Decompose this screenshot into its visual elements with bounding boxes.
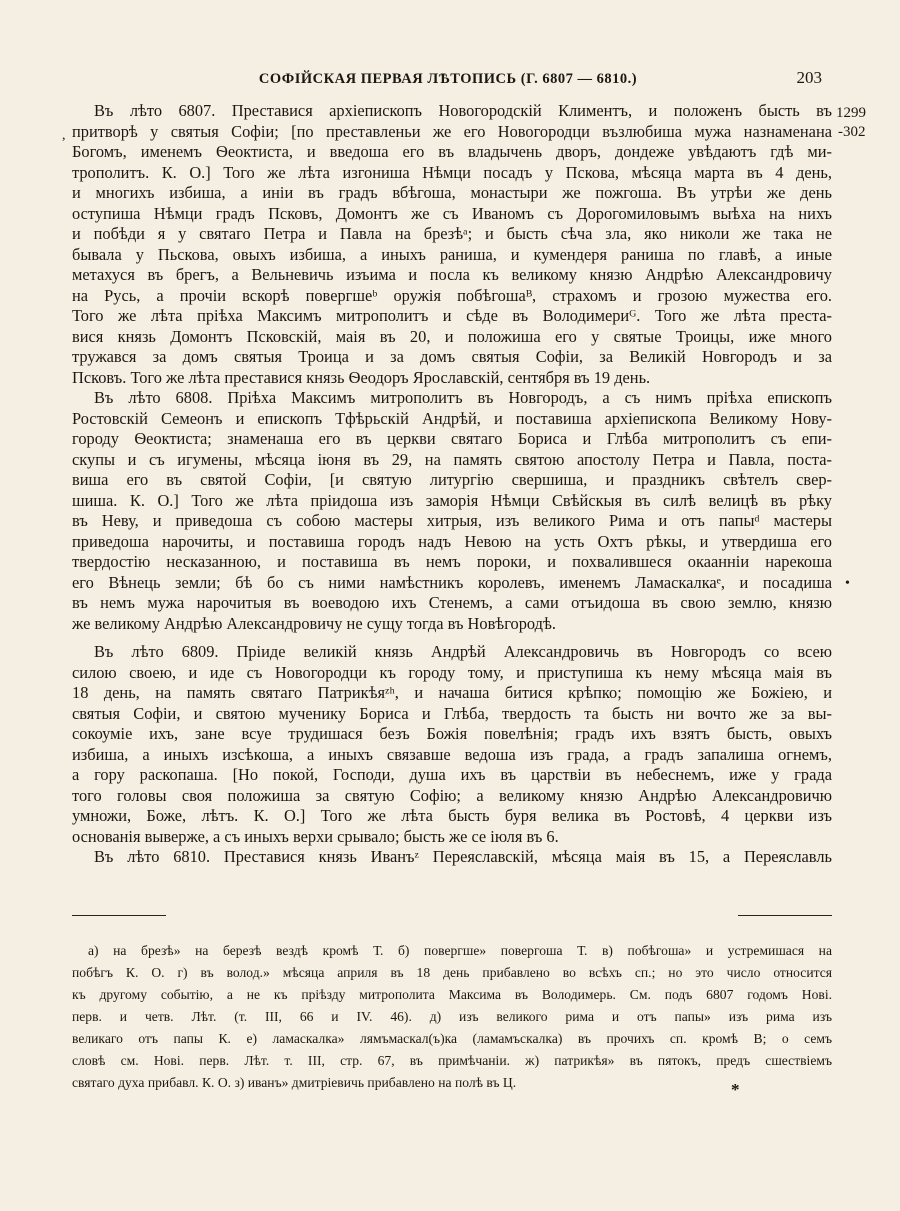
margin-year-top: 1299 xyxy=(836,105,866,121)
footnote-line: великаго отъ папы К. е) ламаскалка» лямъмаскал(ъ)ка (ламамъскалка) въ прочихъ сп. кромѣ В; о семъ xyxy=(72,1031,832,1046)
main-text xyxy=(72,101,832,868)
text-line: трополитъ. К. О.] Того же лѣта изгониша Нѣмци посадъ у Пскова, мѣсяца марта въ 4 день, xyxy=(72,162,832,182)
running-head: СОФІЙСКАЯ ПЕРВАЯ ЛѢТОПИСЬ (Г. 6807 — 6810.) xyxy=(258,71,638,87)
text-line: основанія выверже, а съ иныхъ верхи срывало; бысть же се іюля въ 6. xyxy=(72,826,559,846)
asterisk-mark: * xyxy=(731,1080,740,1099)
text-line: и побѣди я у святаго Петра и Павла на брезѣᵃ; и бысть сѣча зла, яко николи же така не xyxy=(72,224,832,243)
footnote-line: святаго духа прибавл. К. О. з) иванъ» дмитріевичь прибавлено на полѣ въ Ц. xyxy=(72,1075,517,1090)
text-line: а гору раскопаша. [Но покой, Господи, душа ихъ въ царствіи въ небеснемъ, иже у града xyxy=(72,765,832,784)
text-line: метахуся въ брегъ, а Вельневичь изъима и посла къ великому князю Андрѣю Александровичу xyxy=(72,265,832,284)
footnote-rule-left xyxy=(72,915,166,916)
text-line: шиша. К. О.] Того же лѣта пріидоша изъ заморія Нѣмци Свѣйскыя въ силѣ велицѣ въ рѣку xyxy=(72,490,832,510)
footnote-line: перв. и четв. Лѣт. (т. III, 66 и IV. 46). д) изъ великого рима и отъ папы» изъ рима изъ xyxy=(72,1009,832,1024)
text-line: умножи, Боже, лѣтъ. К. О.] Того же лѣта бысть буря велика въ Ростовѣ, 4 церкви изъ xyxy=(72,806,832,825)
text-line: того головы своя положиша за святую Софію; а великому князю Андрѣю Александровичю xyxy=(72,785,832,805)
text-line: твердостію несказанною, и поставиша въ немъ пороки, и похвалившеся окаанніи нарекоша xyxy=(72,552,832,571)
footnote-rule-right xyxy=(738,915,832,916)
text-line: силою своею, и иде съ Новогородци къ городу тому, и приступиша къ нему мѣсяца маія въ xyxy=(72,662,832,682)
text-line: въ немъ мужа нарочитыя въ воеводою ихъ Стенемъ, а сами отъидоша въ свою землю, князю xyxy=(72,593,832,612)
footnote-line: а) на брезѣ» на березѣ вездѣ кромѣ Т. б) повергше» повергоша Т. в) побѣгоша» и устремишася на xyxy=(88,943,832,958)
text-line: Въ лѣто 6809. Пріиде великій князь Андрѣй Александровичь въ Новгородъ со всею xyxy=(94,642,832,661)
text-line: 18 день, на память святаго Патрикѣяᶻʰ, и начаша битися крѣпко; помощію же Божіею, и xyxy=(72,683,832,702)
text-line: тружався за домъ святыя Троица и за домъ святыя Софіи, за Великій Новгородъ и за xyxy=(72,347,832,366)
text-line: Въ лѣто 6807. Преставися архіепископъ Новогородскій Климентъ, и положенъ бысть въ xyxy=(94,101,832,120)
page-header xyxy=(72,68,824,95)
text-line: святыя Софіи, и святою мученику Бориса и Глѣба, твердость та бысть ни вочто же за вы- xyxy=(72,703,832,723)
footnotes xyxy=(72,940,832,1094)
margin-year-bottom: -302 xyxy=(838,124,866,140)
footnote-line: побѣгъ К. О. г) въ волод.» мѣсяца априля въ 18 день прибавлено во всѣхъ сп.; но это число относится xyxy=(72,965,832,980)
text-line: его Вѣнець земли; бѣ бо съ ними намѣстникъ королевъ, именемъ Ламаскалкаᵉ, и посадиша xyxy=(72,572,832,592)
text-line: Въ лѣто 6810. Преставися князь Иванъᶻ Переяславскій, мѣсяца маія въ 15, а Переяславль xyxy=(94,847,832,866)
text-line: и многихъ избиша, а иніи въ градъ вбѣгоша, монастыри же пожгоша. Въ утрѣи же день xyxy=(72,183,832,202)
text-line: Богомъ, именемъ Ѳеоктиста, и введоша его въ владычень дворъ, дондеже увѣдаютъ гдѣ ми- xyxy=(72,142,832,161)
text-line: оступиша Нѣмци градъ Псковъ, Домонтъ же съ Иваномъ съ Дорогомиловымъ выѣха на нихъ xyxy=(72,203,832,223)
text-line: избиша, а иныхъ изсѣкоша, а иныхъ связавше ведоша изъ града, а градъ запалиша огнемъ, xyxy=(72,744,832,764)
text-line: приведоша нарочиты, и поставиша городъ надъ Невою на усть Охтъ рѣкы, и утвердиша его xyxy=(72,531,832,551)
text-line: въ Неву, и приведоша съ собою мастеры хитрыя, изъ великого Рима и отъ папыᵈ мастеры xyxy=(72,511,832,530)
text-line: скупы и съ игумены, мѣсяца іюня въ 29, на память святою апостолу Петра и Павла, поста- xyxy=(72,449,832,469)
text-line: же великому Андрѣю Александровичу не сущу тогда въ Новѣгородѣ. xyxy=(72,613,556,633)
margin-mark: • xyxy=(845,576,850,591)
footnote-line: къ другому событію, а не къ пріѣзду митрополита Максима въ Володимерь. См. подъ 6807 годомъ Нові. xyxy=(72,987,832,1002)
text-line: Ростовскій Семеонъ и епископъ Тфѣрьскій Андрѣй, и поставиша архіепископа Великому Нову- xyxy=(72,408,832,428)
text-line: бывала у Пьскова, овыхъ избиша, а иныхъ раниша, и кумендеря раниша по главѣ, а иные xyxy=(72,244,832,264)
text-line: Псковъ. Того же лѣта преставися князь Ѳеодоръ Ярославскій, сентября въ 19 день. xyxy=(72,367,651,387)
text-line: вися князь Домонтъ Псковскій, маія въ 20, и положиша его у святые Троицы, иже много xyxy=(72,326,832,346)
margin-mark: , xyxy=(62,128,66,143)
text-line: притворѣ у святыя Софіи; [по преставленьи же его Новогородци възлюбиша мужа назнаменана xyxy=(72,121,832,141)
text-line: Того же лѣта пріѣха Максимъ митрополитъ и сѣде въ Володимериᴳ. Того же лѣта преста- xyxy=(72,306,832,325)
text-line: городу Ѳеоктиста; знаменаша его въ церкви святаго Бориса и Глѣба митрополитъ съ епи- xyxy=(72,429,832,448)
page-number: 203 xyxy=(796,68,822,87)
text-line: виша его въ святой Софіи, [и святую литургію свершиша, и праздникъ свѣтелъ свер- xyxy=(72,470,832,489)
text-line: на Русь, а прочіи вскорѣ повергшеᵇ оружія побѣгошаᴮ, страхомъ и грозою мужества его. xyxy=(72,285,832,305)
footnote-line: словѣ см. Нові. перв. Лѣт. т. III, стр. 67, въ примѣчаніи. ж) патрикѣя» въ пятокъ, предъ сшествіемъ xyxy=(72,1053,832,1068)
text-line: Въ лѣто 6808. Пріѣха Максимъ митрополитъ въ Новгородъ, а съ нимъ пріѣха епископъ xyxy=(94,388,832,407)
text-line: сокоуміе ихъ, зане всуе трудишася безъ Божія повелѣнія; градъ ихъ взятъ бысть, овыхъ xyxy=(72,724,832,743)
